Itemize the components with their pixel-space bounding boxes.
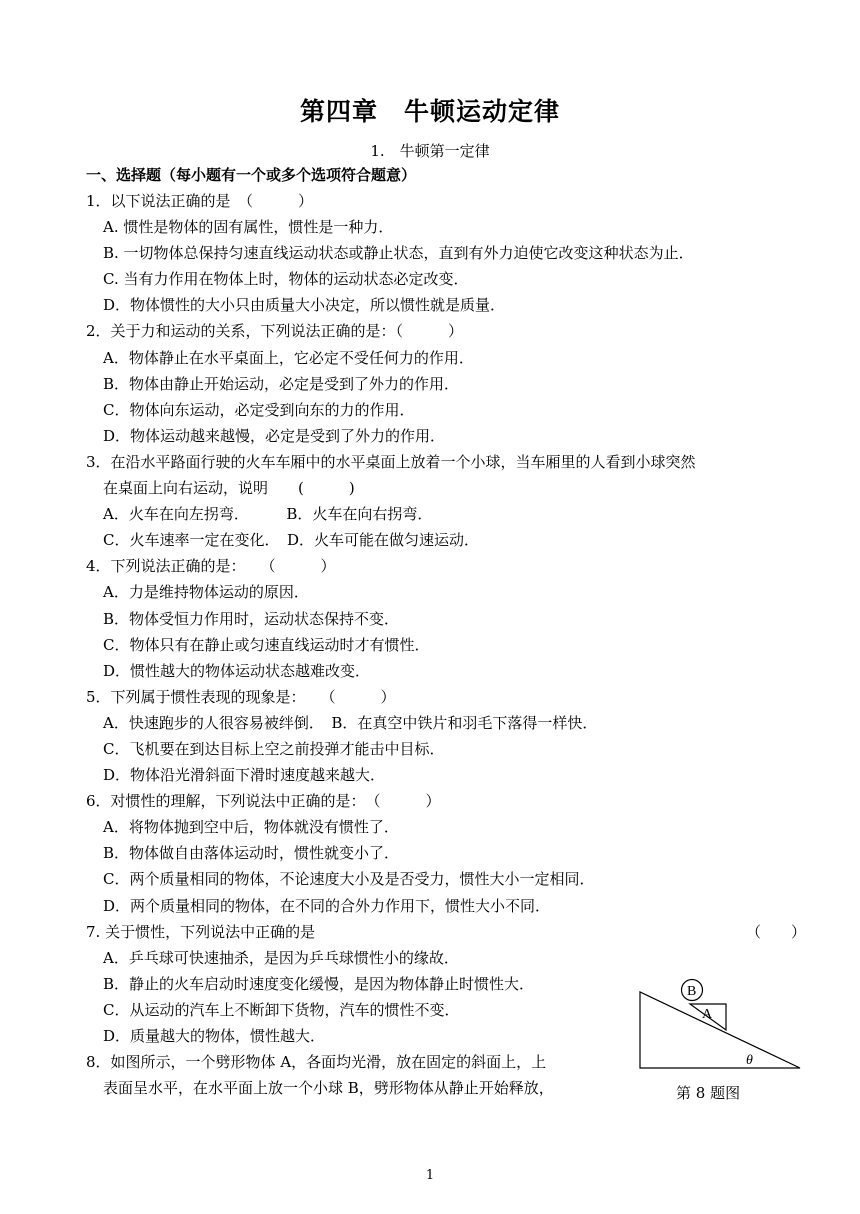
question-stem-text: 3．在沿水平路面行驶的火车车厢中的水平桌面上放着一个小球，当车厢里的人看到小球突然 bbox=[86, 452, 696, 471]
answer-option: D．物体运动越来越慢，必定是受到了外力的作用． bbox=[103, 426, 446, 445]
answer-option: D．两个质量相同的物体，在不同的合外力作用下，惯性大小不同． bbox=[103, 896, 551, 915]
question-stem bbox=[86, 449, 806, 475]
question-1 bbox=[86, 188, 806, 318]
question-stem-text: 1．以下说法正确的是 （ ） bbox=[86, 192, 314, 210]
question-3 bbox=[86, 449, 806, 553]
answer-option: A．物体静止在水平桌面上，它必定不受任何力的作用． bbox=[103, 348, 474, 367]
answer-option: B．物体做自由落体运动时，惯性就变小了． bbox=[103, 844, 400, 863]
answer-option: A．将物体抛到空中后，物体就没有惯性了． bbox=[103, 818, 399, 837]
question-stem bbox=[86, 553, 806, 579]
answer-option: A．力是维持物体运动的原因． bbox=[103, 583, 309, 602]
answer-option: C．火车速率一定在变化． D．火车可能在做匀速运动． bbox=[103, 531, 480, 550]
answer-option: D．物体惯性的大小只由质量大小决定，所以惯性就是质量． bbox=[103, 296, 506, 315]
answer-option: C. 当有力作用在物体上时，物体的运动状态必定改变． bbox=[103, 270, 469, 289]
question-stem-text: 5．下列属于惯性表现的现象是： （ ） bbox=[86, 687, 396, 706]
answer-option: A. 惯性是物体的固有属性，惯性是一种力． bbox=[103, 218, 394, 237]
answer-option: C．两个质量相同的物体，不论速度大小及是否受力，惯性大小一定相同． bbox=[103, 870, 595, 889]
page-number: 1 bbox=[425, 1168, 435, 1183]
answer-option: A．快速跑步的人很容易被绊倒． B．在真空中铁片和羽毛下落得一样快． bbox=[103, 713, 598, 732]
questions-list bbox=[86, 188, 806, 1101]
question-8-figure bbox=[636, 976, 806, 1106]
answer-option: C．物体只有在静止或匀速直线运动时才有惯性． bbox=[103, 635, 430, 654]
question-stem-text: 7. 关于惯性，下列说法中正确的是 bbox=[86, 922, 316, 941]
section-subtitle: 1. 牛顿第一定律 bbox=[370, 142, 490, 160]
answer-option: C．从运动的汽车上不断卸下货物，汽车的惯性不变． bbox=[103, 1000, 460, 1019]
wedge-a-label: A bbox=[702, 1007, 713, 1022]
answer-bracket: （ ） bbox=[745, 922, 806, 941]
question-6 bbox=[86, 788, 806, 918]
answer-option: D．惯性越大的物体运动状态越难改变． bbox=[103, 661, 371, 680]
question-stem-text: 4．下列说法正确的是： （ ） bbox=[86, 557, 336, 576]
answer-option: A．乒乓球可快速抽杀，是因为乒乓球惯性小的缘故． bbox=[103, 948, 459, 967]
question-5 bbox=[86, 684, 806, 788]
question-stem bbox=[86, 188, 806, 214]
question-stem-text: 6．对惯性的理解，下列说法中正确的是： （ ） bbox=[86, 792, 441, 811]
answer-option: B．静止的火车启动时速度变化缓慢，是因为物体静止时惯性大． bbox=[103, 974, 535, 993]
question-stem bbox=[86, 475, 806, 501]
question-stem-text: 2．关于力和运动的关系，下列说法正确的是：（ ） bbox=[86, 322, 464, 341]
answer-option: B．物体由静止开始运动，必定是受到了外力的作用． bbox=[103, 374, 460, 393]
figure-caption: 第 8 题图 bbox=[676, 1084, 741, 1102]
angle-label: θ bbox=[746, 1053, 753, 1068]
section-heading: 一、选择题（每小题有一个或多个选项符合题意） bbox=[86, 166, 417, 184]
answer-option: A．火车在向左拐弯． B．火车在向右拐弯． bbox=[103, 505, 433, 524]
question-stem-text: 表面呈水平，在水平面上放一个小球 B，劈形物体从静止开始释放， bbox=[103, 1079, 554, 1098]
question-stem bbox=[86, 788, 806, 814]
answer-option: C．物体向东运动，必定受到向东的力的作用． bbox=[103, 400, 415, 419]
incline-diagram bbox=[636, 976, 806, 1076]
ball-b-label: B bbox=[687, 984, 697, 999]
question-stem-text: 8．如图所示，一个劈形物体 A，各面均光滑，放在固定的斜面上，上 bbox=[86, 1053, 547, 1072]
answer-option: C．飞机要在到达目标上空之前投弹才能击中目标． bbox=[103, 739, 445, 758]
chapter-title: 第四章 牛顿运动定律 bbox=[299, 97, 560, 126]
answer-option: B. 一切物体总保持匀速直线运动状态或静止状态，直到有外力迫使它改变这种状态为止． bbox=[103, 244, 694, 263]
question-4 bbox=[86, 553, 806, 683]
question-stem bbox=[86, 318, 806, 344]
answer-option: B．物体受恒力作用时，运动状态保持不变． bbox=[103, 609, 400, 628]
answer-option: D．物体沿光滑斜面下滑时速度越来越大． bbox=[103, 766, 386, 785]
question-stem bbox=[86, 684, 806, 710]
question-stem bbox=[86, 919, 806, 945]
answer-option: D．质量越大的物体，惯性越大． bbox=[103, 1027, 326, 1045]
question-stem-text: 在桌面上向右运动，说明 ( ) bbox=[103, 479, 355, 498]
question-2 bbox=[86, 318, 806, 448]
